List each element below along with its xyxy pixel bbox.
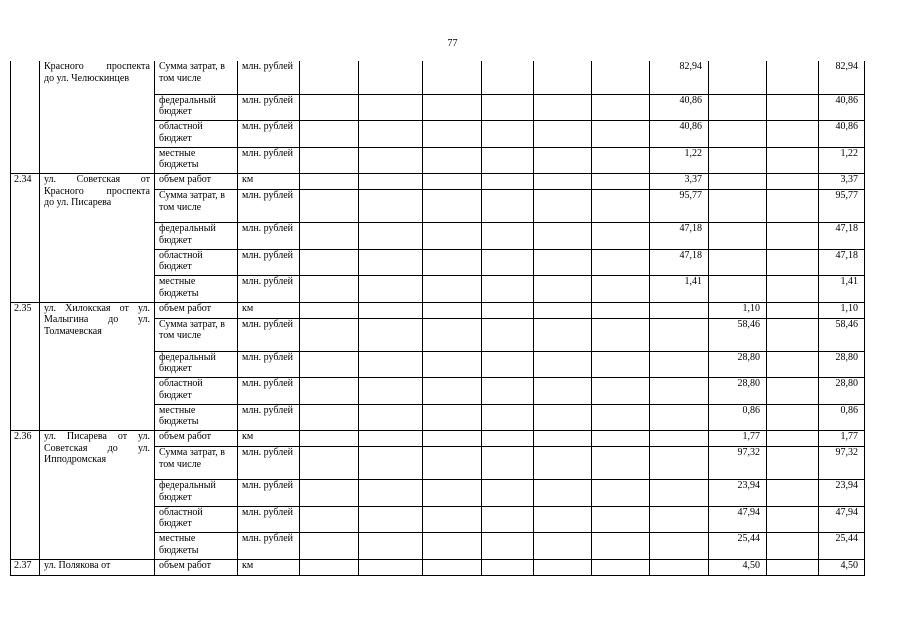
- empty-cell: [423, 559, 482, 575]
- unit: млн. рублей: [238, 533, 300, 560]
- empty-cell: [767, 431, 819, 447]
- unit: млн. рублей: [238, 447, 300, 480]
- value-col-b: 47,94: [709, 506, 767, 533]
- indicator-label: Сумма затрат, в том числе: [155, 447, 238, 480]
- empty-cell: [592, 61, 650, 94]
- empty-cell: [482, 447, 534, 480]
- empty-cell: [767, 559, 819, 575]
- empty-cell: [767, 447, 819, 480]
- object-name-line: Красного проспекта: [44, 185, 150, 197]
- indicator-label: объем работ: [155, 559, 238, 575]
- unit: км: [238, 302, 300, 318]
- object-name-line: Ипподромская: [44, 454, 107, 465]
- empty-cell: [300, 276, 359, 303]
- empty-cell: [359, 318, 423, 351]
- empty-cell: [300, 249, 359, 276]
- value-col-b: [709, 190, 767, 223]
- unit: млн. рублей: [238, 506, 300, 533]
- value-col-a: 3,37: [650, 174, 709, 190]
- unit: млн. рублей: [238, 404, 300, 431]
- value-col-b: 58,46: [709, 318, 767, 351]
- value-col-a: [650, 302, 709, 318]
- indicator-label: областной бюджет: [155, 506, 238, 533]
- empty-cell: [767, 276, 819, 303]
- empty-cell: [359, 506, 423, 533]
- value-col-b: [709, 147, 767, 174]
- empty-cell: [359, 431, 423, 447]
- empty-cell: [300, 302, 359, 318]
- value-col-b: 25,44: [709, 533, 767, 560]
- unit: млн. рублей: [238, 276, 300, 303]
- page-number: 77: [447, 38, 458, 49]
- empty-cell: [534, 121, 592, 148]
- value-total: 97,32: [819, 447, 865, 480]
- indicator-label: федеральный бюджет: [155, 480, 238, 507]
- empty-cell: [592, 351, 650, 378]
- empty-cell: [767, 480, 819, 507]
- unit: км: [238, 431, 300, 447]
- empty-cell: [423, 276, 482, 303]
- empty-cell: [767, 351, 819, 378]
- empty-cell: [592, 147, 650, 174]
- empty-cell: [300, 318, 359, 351]
- unit: млн. рублей: [238, 121, 300, 148]
- indicator-label: местные бюджеты: [155, 404, 238, 431]
- empty-cell: [423, 147, 482, 174]
- indicator-label: федеральный бюджет: [155, 94, 238, 121]
- empty-cell: [300, 559, 359, 575]
- empty-cell: [482, 174, 534, 190]
- empty-cell: [300, 94, 359, 121]
- object-name-line: ул. Советская от: [44, 174, 150, 185]
- empty-cell: [534, 94, 592, 121]
- empty-cell: [423, 378, 482, 405]
- empty-cell: [300, 121, 359, 148]
- empty-cell: [767, 61, 819, 94]
- empty-cell: [423, 249, 482, 276]
- unit: млн. рублей: [238, 318, 300, 351]
- value-col-a: [650, 447, 709, 480]
- item-number: [11, 61, 40, 174]
- empty-cell: [300, 431, 359, 447]
- empty-cell: [767, 533, 819, 560]
- indicator-label: объем работ: [155, 431, 238, 447]
- table-row: [11, 61, 865, 94]
- value-total: 95,77: [819, 190, 865, 223]
- value-col-a: [650, 431, 709, 447]
- indicator-label: объем работ: [155, 302, 238, 318]
- empty-cell: [767, 378, 819, 405]
- unit: млн. рублей: [238, 147, 300, 174]
- value-col-b: [709, 249, 767, 276]
- empty-cell: [592, 223, 650, 250]
- object-name-line: до ул. Челюскинцев: [44, 72, 130, 84]
- empty-cell: [359, 351, 423, 378]
- value-col-a: 40,86: [650, 121, 709, 148]
- object-name: [40, 431, 155, 560]
- empty-cell: [482, 351, 534, 378]
- empty-cell: [423, 302, 482, 318]
- value-total: 1,10: [819, 302, 865, 318]
- empty-cell: [359, 121, 423, 148]
- empty-cell: [767, 190, 819, 223]
- empty-cell: [359, 302, 423, 318]
- empty-cell: [767, 404, 819, 431]
- object-name: [40, 559, 155, 575]
- value-total: 4,50: [819, 559, 865, 575]
- empty-cell: [359, 276, 423, 303]
- empty-cell: [423, 318, 482, 351]
- empty-cell: [767, 174, 819, 190]
- empty-cell: [423, 506, 482, 533]
- empty-cell: [534, 276, 592, 303]
- indicator-label: федеральный бюджет: [155, 351, 238, 378]
- unit: млн. рублей: [238, 190, 300, 223]
- value-total: 25,44: [819, 533, 865, 560]
- object-name-line: ул. Хилокская от ул.: [44, 302, 150, 314]
- value-col-a: [650, 378, 709, 405]
- empty-cell: [592, 404, 650, 431]
- empty-cell: [482, 480, 534, 507]
- empty-cell: [592, 431, 650, 447]
- empty-cell: [359, 533, 423, 560]
- empty-cell: [300, 404, 359, 431]
- indicator-label: Сумма затрат, в том числе: [155, 318, 238, 351]
- unit: млн. рублей: [238, 249, 300, 276]
- empty-cell: [300, 378, 359, 405]
- empty-cell: [534, 559, 592, 575]
- empty-cell: [534, 351, 592, 378]
- indicator-label: местные бюджеты: [155, 533, 238, 560]
- unit: млн. рублей: [238, 378, 300, 405]
- empty-cell: [300, 174, 359, 190]
- value-col-b: [709, 276, 767, 303]
- value-col-a: [650, 480, 709, 507]
- empty-cell: [482, 318, 534, 351]
- empty-cell: [534, 174, 592, 190]
- object-name-line: Малыгина до ул.: [44, 314, 150, 325]
- empty-cell: [300, 61, 359, 94]
- empty-cell: [423, 190, 482, 223]
- empty-cell: [592, 249, 650, 276]
- value-total: 3,37: [819, 174, 865, 190]
- empty-cell: [359, 447, 423, 480]
- empty-cell: [359, 174, 423, 190]
- table-row: [11, 431, 865, 447]
- value-total: 0,86: [819, 404, 865, 431]
- table-row: [11, 174, 865, 190]
- unit: км: [238, 174, 300, 190]
- empty-cell: [423, 94, 482, 121]
- empty-cell: [482, 276, 534, 303]
- empty-cell: [534, 404, 592, 431]
- empty-cell: [482, 223, 534, 250]
- value-total: 28,80: [819, 351, 865, 378]
- empty-cell: [534, 480, 592, 507]
- indicator-label: Сумма затрат, в том числе: [155, 61, 238, 94]
- indicator-label: Сумма затрат, в том числе: [155, 190, 238, 223]
- empty-cell: [300, 223, 359, 250]
- value-col-a: [650, 318, 709, 351]
- empty-cell: [423, 533, 482, 560]
- empty-cell: [592, 121, 650, 148]
- indicator-label: местные бюджеты: [155, 147, 238, 174]
- value-col-a: 40,86: [650, 94, 709, 121]
- empty-cell: [423, 121, 482, 148]
- empty-cell: [592, 447, 650, 480]
- empty-cell: [300, 190, 359, 223]
- empty-cell: [592, 174, 650, 190]
- value-col-b: [709, 223, 767, 250]
- value-col-a: [650, 533, 709, 560]
- item-number: 2.37: [11, 559, 40, 575]
- empty-cell: [534, 506, 592, 533]
- value-col-b: 28,80: [709, 378, 767, 405]
- value-total: 1,77: [819, 431, 865, 447]
- empty-cell: [592, 480, 650, 507]
- empty-cell: [359, 61, 423, 94]
- value-col-b: 4,50: [709, 559, 767, 575]
- value-col-a: 47,18: [650, 249, 709, 276]
- empty-cell: [423, 447, 482, 480]
- table-row: [11, 559, 865, 575]
- empty-cell: [592, 318, 650, 351]
- table-row: [11, 302, 865, 318]
- empty-cell: [482, 378, 534, 405]
- value-col-b: 0,86: [709, 404, 767, 431]
- empty-cell: [534, 318, 592, 351]
- value-col-a: 1,22: [650, 147, 709, 174]
- empty-cell: [482, 190, 534, 223]
- empty-cell: [534, 447, 592, 480]
- empty-cell: [423, 351, 482, 378]
- object-name-line: до ул. Писарева: [44, 197, 112, 208]
- empty-cell: [534, 533, 592, 560]
- object-name-line: Толмачевская: [44, 325, 102, 337]
- object-name: [40, 302, 155, 431]
- empty-cell: [767, 121, 819, 148]
- value-col-b: 28,80: [709, 351, 767, 378]
- value-total: 47,18: [819, 249, 865, 276]
- empty-cell: [592, 559, 650, 575]
- empty-cell: [300, 447, 359, 480]
- value-col-a: 82,94: [650, 61, 709, 94]
- empty-cell: [767, 249, 819, 276]
- indicator-label: областной бюджет: [155, 378, 238, 405]
- indicator-label: объем работ: [155, 174, 238, 190]
- object-name-line: Советская до ул.: [44, 442, 150, 454]
- empty-cell: [767, 302, 819, 318]
- empty-cell: [482, 431, 534, 447]
- program-table: [10, 61, 865, 576]
- empty-cell: [767, 223, 819, 250]
- object-name-line: Красного проспекта: [44, 61, 150, 72]
- unit: млн. рублей: [238, 480, 300, 507]
- empty-cell: [767, 94, 819, 121]
- unit: млн. рублей: [238, 94, 300, 121]
- value-col-a: 95,77: [650, 190, 709, 223]
- object-name: [40, 174, 155, 303]
- value-col-b: 1,10: [709, 302, 767, 318]
- value-total: 1,41: [819, 276, 865, 303]
- value-col-a: 47,18: [650, 223, 709, 250]
- empty-cell: [592, 94, 650, 121]
- value-total: 28,80: [819, 378, 865, 405]
- empty-cell: [534, 302, 592, 318]
- empty-cell: [423, 480, 482, 507]
- value-total: 40,86: [819, 94, 865, 121]
- empty-cell: [592, 506, 650, 533]
- value-total: 58,46: [819, 318, 865, 351]
- empty-cell: [534, 61, 592, 94]
- empty-cell: [359, 223, 423, 250]
- value-total: 23,94: [819, 480, 865, 507]
- indicator-label: областной бюджет: [155, 121, 238, 148]
- empty-cell: [592, 276, 650, 303]
- value-total: 82,94: [819, 61, 865, 94]
- value-total: 47,18: [819, 223, 865, 250]
- empty-cell: [423, 174, 482, 190]
- unit: км: [238, 559, 300, 575]
- empty-cell: [534, 431, 592, 447]
- value-col-a: [650, 404, 709, 431]
- empty-cell: [300, 351, 359, 378]
- empty-cell: [482, 404, 534, 431]
- empty-cell: [359, 404, 423, 431]
- empty-cell: [592, 190, 650, 223]
- empty-cell: [482, 506, 534, 533]
- value-col-a: [650, 351, 709, 378]
- item-number: 2.35: [11, 302, 40, 431]
- empty-cell: [482, 533, 534, 560]
- empty-cell: [534, 378, 592, 405]
- empty-cell: [423, 61, 482, 94]
- empty-cell: [767, 318, 819, 351]
- indicator-label: федеральный бюджет: [155, 223, 238, 250]
- empty-cell: [300, 480, 359, 507]
- empty-cell: [359, 94, 423, 121]
- empty-cell: [482, 147, 534, 174]
- value-col-a: [650, 559, 709, 575]
- empty-cell: [534, 223, 592, 250]
- value-col-b: 97,32: [709, 447, 767, 480]
- empty-cell: [359, 480, 423, 507]
- object-name-line: ул. Полякова от: [44, 559, 111, 571]
- unit: млн. рублей: [238, 351, 300, 378]
- empty-cell: [482, 94, 534, 121]
- empty-cell: [592, 378, 650, 405]
- empty-cell: [300, 506, 359, 533]
- object-name: [40, 61, 155, 174]
- empty-cell: [423, 404, 482, 431]
- empty-cell: [300, 533, 359, 560]
- empty-cell: [534, 249, 592, 276]
- empty-cell: [423, 431, 482, 447]
- item-number: 2.34: [11, 174, 40, 303]
- unit: млн. рублей: [238, 61, 300, 94]
- empty-cell: [534, 147, 592, 174]
- value-total: 47,94: [819, 506, 865, 533]
- value-col-b: 1,77: [709, 431, 767, 447]
- empty-cell: [482, 61, 534, 94]
- value-col-a: 1,41: [650, 276, 709, 303]
- empty-cell: [359, 378, 423, 405]
- item-number: 2.36: [11, 431, 40, 560]
- indicator-label: областной бюджет: [155, 249, 238, 276]
- empty-cell: [482, 121, 534, 148]
- value-total: 1,22: [819, 147, 865, 174]
- empty-cell: [482, 302, 534, 318]
- value-col-b: [709, 94, 767, 121]
- value-col-a: [650, 506, 709, 533]
- value-col-b: [709, 121, 767, 148]
- empty-cell: [482, 559, 534, 575]
- empty-cell: [592, 533, 650, 560]
- empty-cell: [767, 147, 819, 174]
- empty-cell: [767, 506, 819, 533]
- empty-cell: [482, 249, 534, 276]
- indicator-label: местные бюджеты: [155, 276, 238, 303]
- value-col-b: [709, 174, 767, 190]
- value-col-b: [709, 61, 767, 94]
- empty-cell: [359, 249, 423, 276]
- empty-cell: [359, 559, 423, 575]
- empty-cell: [300, 147, 359, 174]
- empty-cell: [359, 190, 423, 223]
- empty-cell: [423, 223, 482, 250]
- value-col-b: 23,94: [709, 480, 767, 507]
- unit: млн. рублей: [238, 223, 300, 250]
- empty-cell: [534, 190, 592, 223]
- value-total: 40,86: [819, 121, 865, 148]
- empty-cell: [592, 302, 650, 318]
- empty-cell: [359, 147, 423, 174]
- object-name-line: ул. Писарева от ул.: [44, 431, 150, 442]
